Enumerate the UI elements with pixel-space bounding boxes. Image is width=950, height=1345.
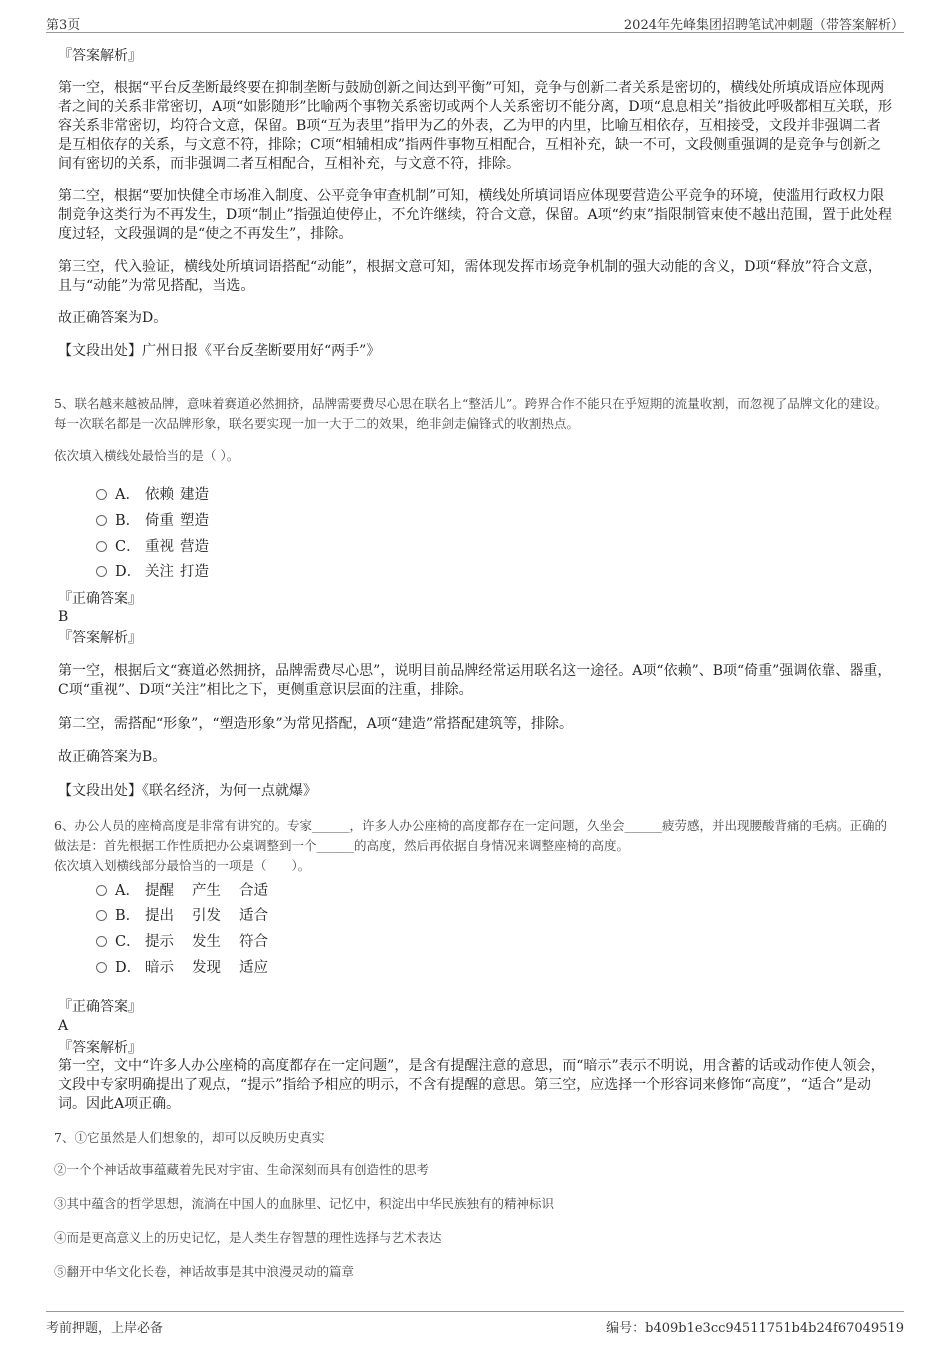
q6-option-b[interactable]: B． 提出 引发 适合: [96, 904, 286, 925]
q6-prompt: 依次填入划横线部分最恰当的一项是（ ）。: [54, 858, 311, 873]
q5-correct-label: 『正确答案』: [58, 591, 142, 607]
q6-analysis-p1: 第一空，文中“许多人办公座椅的高度都存在一定问题”，是含有提醒注意的意思，而“暗示”表示不明说，用含蓄的话或动作使人领会，文段中专家明确提出了观点，“提示”指给予相应的明示，不含有提醒的意思。第三空，应选择一个形容词来修饰“高度”，“适合”是动词。因此A项正确。: [58, 1058, 885, 1112]
q6-correct-label: 『正确答案』: [58, 999, 142, 1015]
q5-prompt: 依次填入横线处最恰当的是（ ）。: [54, 448, 240, 463]
q5-analysis-p2: 第二空，需搭配“形象”，“塑造形象”为常见搭配，A项“建造”常搭配建筑等，排除。: [58, 716, 574, 732]
footer-slogan: 考前押题，上岸必备: [46, 1321, 164, 1336]
q6-option-a[interactable]: A． 提醒 产生 合适: [96, 879, 286, 900]
q4-analysis-p3: 第三空，代入验证，横线处所填词语搭配“动能”，根据文意可知，需体现发挥市场竞争机制的强大动能的含义，D项“释放”符合文意，且与“动能”为常见搭配，当选。: [58, 259, 882, 294]
q7-sentence-3: ③其中蕴含的哲学思想，流淌在中国人的血脉里、记忆中，积淀出中华民族独有的精神标识: [54, 1196, 555, 1211]
radio-button[interactable]: [96, 885, 107, 896]
footer-code: 编号：b409b1e3cc94511751b4b24f67049519: [606, 1321, 904, 1336]
radio-button[interactable]: [96, 910, 107, 921]
q6-stem: 6、办公人员的座椅高度是非常有讲究的。专家______，许多人办公座椅的高度都存在一定问题，久坐会______疲劳感，并出现腰酸背痛的毛病。正确的做法是：首先根据工作性质把办公桌调整到一个______的高度，然后再依据自身情况来调整座椅的高度。: [54, 818, 887, 853]
q5-source: 【文段出处】《联名经济，为何一点就爆》: [58, 783, 317, 799]
radio-button[interactable]: [96, 515, 107, 526]
q5-option-b[interactable]: B． 倚重 塑造: [96, 509, 215, 530]
q6-analysis-label: 『答案解析』: [58, 1040, 142, 1056]
page-footer: [46, 1311, 904, 1336]
q6-option-d[interactable]: D． 暗示 发现 适应: [96, 956, 286, 977]
q4-analysis-p2: 第二空，根据“要加快健全市场准入制度、公平竞争审查机制”可知，横线处所填词语应体现要营造公平竞争的环境，使滥用行政权力限制竞争这类行为不再发生，D项“制止”指强迫使停止，不允许继续，符合文意，保留。A项“约束”指限制管束使不越出范围，置于此处程度过轻，文段强调的是“使之不再发生”，排除。: [58, 188, 892, 242]
radio-button[interactable]: [96, 936, 107, 947]
q5-analysis-p1: 第一空，根据后文“赛道必然拥挤，品牌需费尽心思”，说明目前品牌经常运用联名这一途径。A项“依赖”、B项“倚重”强调依靠、器重，C项“重视”、D项“关注”相比之下，更侧重意识层面的注重，排除。: [58, 663, 892, 698]
document-title: 2024年先峰集团招聘笔试冲刺题（带答案解析）: [623, 18, 904, 33]
page-number: 第3页: [46, 18, 81, 33]
q5-conclusion: 故正确答案为B。: [58, 749, 167, 765]
q6-option-c[interactable]: C． 提示 发生 符合: [96, 930, 286, 951]
radio-button[interactable]: [96, 489, 107, 500]
q5-analysis-label: 『答案解析』: [58, 630, 142, 646]
q7-sentence-5: ⑤翻开中华文化长卷，神话故事是其中浪漫灵动的篇章: [54, 1264, 355, 1279]
q5-option-d[interactable]: D． 关注 打造: [96, 560, 215, 581]
page-header: [46, 10, 904, 33]
radio-button[interactable]: [96, 962, 107, 973]
radio-button[interactable]: [96, 566, 107, 577]
q5-option-c[interactable]: C． 重视 营造: [96, 535, 215, 556]
q5-stem: 5、联名越来越被品牌，意味着赛道必然拥挤，品牌需要费尽心思在联名上“整活儿”。跨界合作不能只在乎短期的流量收割，而忽视了品牌文化的建设。每一次联名都是一次品牌形象，联名要实现一加一大于二的效果，绝非剑走偏锋式的收割热点。: [54, 396, 888, 431]
q5-correct-answer: B: [58, 609, 69, 625]
q7-sentence-1: 7、①它虽然是人们想象的，却可以反映历史真实: [54, 1130, 325, 1145]
q4-conclusion: 故正确答案为D。: [58, 310, 168, 326]
q5-option-a[interactable]: A． 依赖 建造: [96, 483, 215, 504]
q4-analysis-p1: 第一空，根据“平台反垄断最终要在抑制垄断与鼓励创新之间达到平衡”可知，竞争与创新二者关系是密切的，横线处所填成语应体现两者之间的关系非常密切，A项“如影随形”比喻两个事物关系密切或两个人关系密切不能分离，D项“息息相关”指彼此呼吸都相互关联，形容关系非常密切，均符合文意，保留。B项“互为表里”指甲为乙的外表，乙为甲的内里，比喻互相依存，互相接受，文段并非强调二者是互相依存的关系，与文意不符，排除；C项“相辅相成”指两件事物互相配合，互相补充，缺一不可，文段侧重强调的是竞争与创新之间有密切的关系，而非强调二者互相配合，互相补充，与文意不符，排除。: [58, 80, 892, 172]
q4-analysis-label: 『答案解析』: [58, 48, 142, 64]
q7-sentence-4: ④而是更高意义上的历史记忆，是人类生存智慧的理性选择与艺术表达: [54, 1230, 442, 1245]
q4-source: 【文段出处】广州日报《平台反垄断要用好“两手”》: [58, 343, 381, 359]
radio-button[interactable]: [96, 541, 107, 552]
q7-sentence-2: ②一个个神话故事蕴藏着先民对宇宙、生命深刻而具有创造性的思考: [54, 1162, 430, 1177]
q6-correct-answer: A: [58, 1018, 69, 1034]
